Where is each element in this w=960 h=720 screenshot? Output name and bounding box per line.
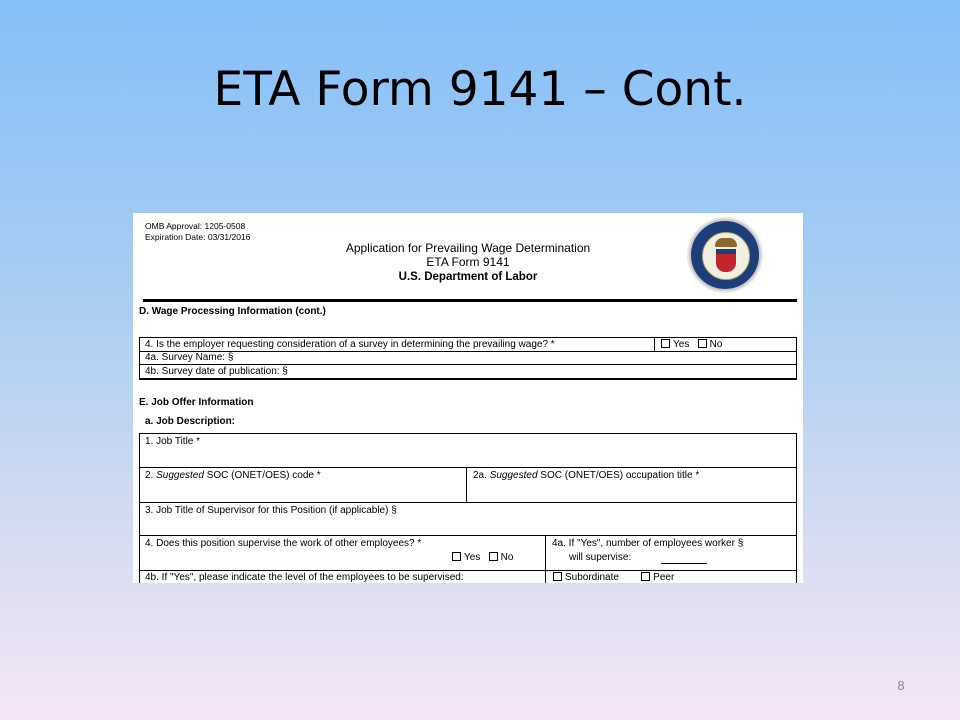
soc-code-field[interactable]: 2. Suggested SOC (ONET/OES) code * <box>145 470 321 481</box>
omb-approval: OMB Approval: 1205-0508 <box>145 221 246 231</box>
supervised-level-question: 4b. If "Yes", please indicate the level of the employees to be supervised: <box>145 572 464 583</box>
survey-question: 4. Is the employer requesting consideration of a survey in determining the prevailing wage? * <box>145 339 555 350</box>
supervisor-title-field[interactable]: 3. Job Title of Supervisor for this Position (if applicable) § <box>145 505 397 516</box>
form-title-line2: ETA Form 9141 <box>426 255 510 269</box>
form-title-line3: U.S. Department of Labor <box>398 271 538 283</box>
soc-title-field[interactable]: 2a. Suggested SOC (ONET/OES) occupation title * <box>473 470 700 481</box>
expiration-date: Expiration Date: 03/31/2016 <box>145 232 251 242</box>
employees-count-label: 4a. If "Yes", number of employees worker § <box>552 538 744 549</box>
checkbox-icon <box>661 339 670 348</box>
checkbox-icon <box>698 339 707 348</box>
department-of-labor-seal-icon <box>689 219 761 291</box>
supervise-yes-no[interactable]: Yes No <box>452 552 513 563</box>
employees-count-input[interactable] <box>661 563 707 564</box>
job-description-heading: a. Job Description: <box>145 416 236 427</box>
form-header <box>283 241 653 284</box>
checkbox-icon <box>553 572 562 581</box>
checkbox-icon <box>641 572 650 581</box>
slide-title: ETA Form 9141 – Cont. <box>213 62 747 117</box>
job-title-field[interactable]: 1. Job Title * <box>145 436 201 447</box>
header-divider <box>143 299 797 302</box>
survey-name-field[interactable]: 4a. Survey Name: § <box>145 352 234 363</box>
section-e-heading: E. Job Offer Information <box>139 397 254 408</box>
supervised-level-options[interactable]: Subordinate Peer <box>553 572 674 583</box>
supervise-question: 4. Does this position supervise the work of other employees? * <box>145 538 422 549</box>
survey-yes-no[interactable]: Yes No <box>661 339 722 350</box>
survey-date-field[interactable]: 4b. Survey date of publication: § <box>145 366 288 377</box>
employees-count-label2: will supervise: <box>569 552 632 563</box>
section-d-heading: D. Wage Processing Information (cont.) <box>139 306 326 317</box>
omb-info <box>145 221 250 243</box>
form-title-line1: Application for Prevailing Wage Determination <box>345 241 591 255</box>
checkbox-icon <box>452 552 461 561</box>
checkbox-icon <box>489 552 498 561</box>
page-number: 8 <box>897 678 905 693</box>
form-image <box>133 213 803 583</box>
